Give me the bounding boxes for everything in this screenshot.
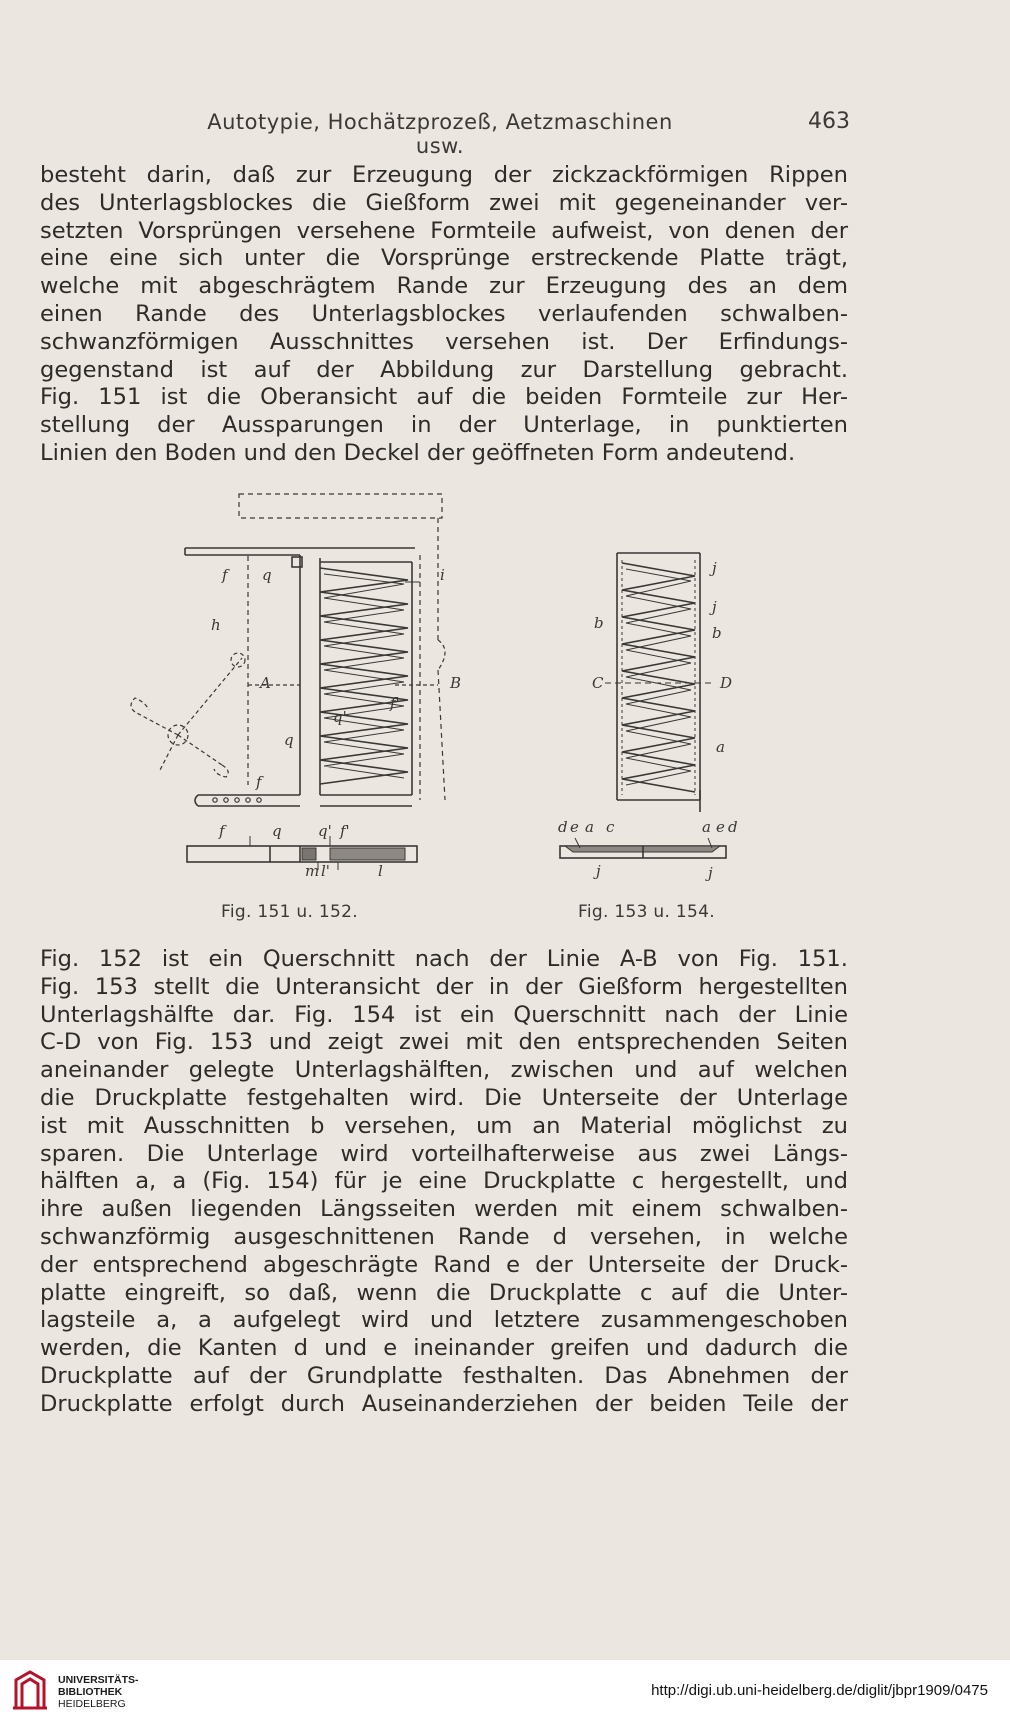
label-q-lower: q xyxy=(284,731,294,749)
label-h: h xyxy=(211,616,221,634)
paragraph-top xyxy=(40,162,848,468)
label-f: f xyxy=(222,566,228,584)
label-m: m xyxy=(305,862,320,880)
label-B: B xyxy=(450,674,462,692)
label-j-section-right: j xyxy=(708,864,713,882)
paragraph-bottom xyxy=(40,946,848,1419)
technical-figures xyxy=(0,460,1010,930)
text-line: des Unterlagsblockes die Gießform zwei mit gegeneinander ver- xyxy=(40,189,848,216)
text-line: gegenstand ist auf der Abbildung zur Darstellung gebracht. xyxy=(40,356,848,383)
library-line: UNIVERSITÄTS- xyxy=(58,1674,139,1686)
text-line: besteht darin, daß zur Erzeugung der zickzackförmigen Rippen xyxy=(40,162,848,188)
text-line: C-D von Fig. 153 und zeigt zwei mit den entsprechenden Seiten xyxy=(40,1029,848,1056)
library-footer xyxy=(0,1660,1010,1732)
label-d-left: d xyxy=(558,818,568,836)
label-e-left: e xyxy=(570,818,579,836)
label-l: l xyxy=(378,862,383,880)
page-number: 463 xyxy=(808,109,850,134)
fig-151-drawing xyxy=(131,494,445,870)
label-j: j xyxy=(712,598,717,616)
text-line: stellung der Aussparungen in der Unterlage, in punktierten xyxy=(40,412,848,439)
text-line: Druckplatte auf der Grundplatte festhalten. Das Abnehmen der xyxy=(40,1362,848,1389)
label-d-right: d xyxy=(728,818,738,836)
label-b-left: b xyxy=(594,614,604,632)
label-a-right: a xyxy=(702,818,711,836)
text-line: ihre außen liegenden Längsseiten werden mit einem schwalben- xyxy=(40,1196,848,1223)
library-line: BIBLIOTHEK xyxy=(58,1686,123,1698)
label-l-prime: l' xyxy=(321,862,330,880)
text-line: die Druckplatte festgehalten wird. Die Unterseite der Unterlage xyxy=(40,1084,848,1111)
library-name xyxy=(58,1674,139,1710)
text-line: der entsprechend abgeschrägte Rand e der Unterseite der Druck- xyxy=(40,1251,848,1278)
text-line: Unterlagshälfte dar. Fig. 154 ist ein Querschnitt nach der Linie xyxy=(40,1001,848,1028)
text-line: aneinander gelegte Unterlagshälften, zwischen und auf welchen xyxy=(40,1057,848,1084)
text-line: eine eine sich unter die Vorsprünge erstreckende Platte trägt, xyxy=(40,245,848,272)
label-C: C xyxy=(592,674,604,692)
text-line: schwanzförmigen Ausschnittes versehen ist. Der Erfindungs- xyxy=(40,328,848,355)
label-a-fig153: a xyxy=(716,738,725,756)
text-line: sparen. Die Unterlage wird vorteilhafterweise aus zwei Längs- xyxy=(40,1140,848,1167)
text-line: Druckplatte erfolgt durch Auseinanderziehen der beiden Teile der xyxy=(40,1390,848,1417)
label-f-lower: f xyxy=(256,773,262,791)
library-logo-icon xyxy=(10,1668,50,1712)
label-c-left: c xyxy=(606,818,615,836)
label-q: q xyxy=(262,566,272,584)
label-e-right: e xyxy=(716,818,725,836)
label-i: i xyxy=(440,566,445,584)
text-line: ist mit Ausschnitten b versehen, um an Material möglichst zu xyxy=(40,1112,848,1139)
text-line: Linien den Boden und den Deckel der geöffneten Form andeutend. xyxy=(40,439,796,466)
label-a-left: a xyxy=(585,818,594,836)
text-line: Fig. 153 stellt die Unteransicht der in der Gießform hergestellten xyxy=(40,973,848,1000)
figure-caption-left: Fig. 151 u. 152. xyxy=(221,902,358,922)
figure-caption-right: Fig. 153 u. 154. xyxy=(578,902,715,922)
label-b-right: b xyxy=(712,624,722,642)
label-q-section: q xyxy=(272,822,282,840)
text-line: setzten Vorsprüngen versehene Formteile aufweist, von denen der xyxy=(40,217,848,244)
text-line: werden, die Kanten d und e ineinander greifen und dadurch die xyxy=(40,1335,848,1362)
label-q-prime-section: q' xyxy=(318,822,332,840)
library-line: HEIDELBERG xyxy=(58,1698,126,1710)
text-line: Fig. 152 ist ein Querschnitt nach der Linie A-B von Fig. 151. xyxy=(40,946,848,972)
label-j-section-left: j xyxy=(596,862,601,880)
label-A: A xyxy=(260,674,271,692)
text-line: einen Rande des Unterlagsblockes verlaufenden schwalben- xyxy=(40,300,848,327)
text-line: lagsteile a, a aufgelegt wird und letztere zusammengeschoben xyxy=(40,1307,848,1334)
label-j-top: j xyxy=(712,559,717,577)
label-f-prime-section: f' xyxy=(340,822,350,840)
fig-153-drawing xyxy=(560,553,726,858)
label-f-prime: f' xyxy=(390,694,400,712)
text-line: schwanzförmig ausgeschnittenen Rande d versehen, in welche xyxy=(40,1223,848,1250)
text-line: Fig. 151 ist die Oberansicht auf die beiden Formteile zur Her- xyxy=(40,384,848,411)
source-url-link[interactable]: http://digi.ub.uni-heidelberg.de/diglit/jbpr1909/0475 xyxy=(651,1682,988,1699)
running-title: Autotypie, Hochätzprozeß, Aetzmaschinen usw. xyxy=(207,110,673,158)
label-f-section: f xyxy=(219,822,225,840)
label-D: D xyxy=(720,674,733,692)
label-q-prime: q' xyxy=(333,708,347,726)
text-line: hälften a, a (Fig. 154) für je eine Druckplatte c hergestellt, und xyxy=(40,1168,848,1195)
text-line: platte eingreift, so daß, wenn die Druckplatte c auf die Unter- xyxy=(40,1279,848,1306)
text-line: welche mit abgeschrägtem Rande zur Erzeugung des an dem xyxy=(40,273,848,300)
